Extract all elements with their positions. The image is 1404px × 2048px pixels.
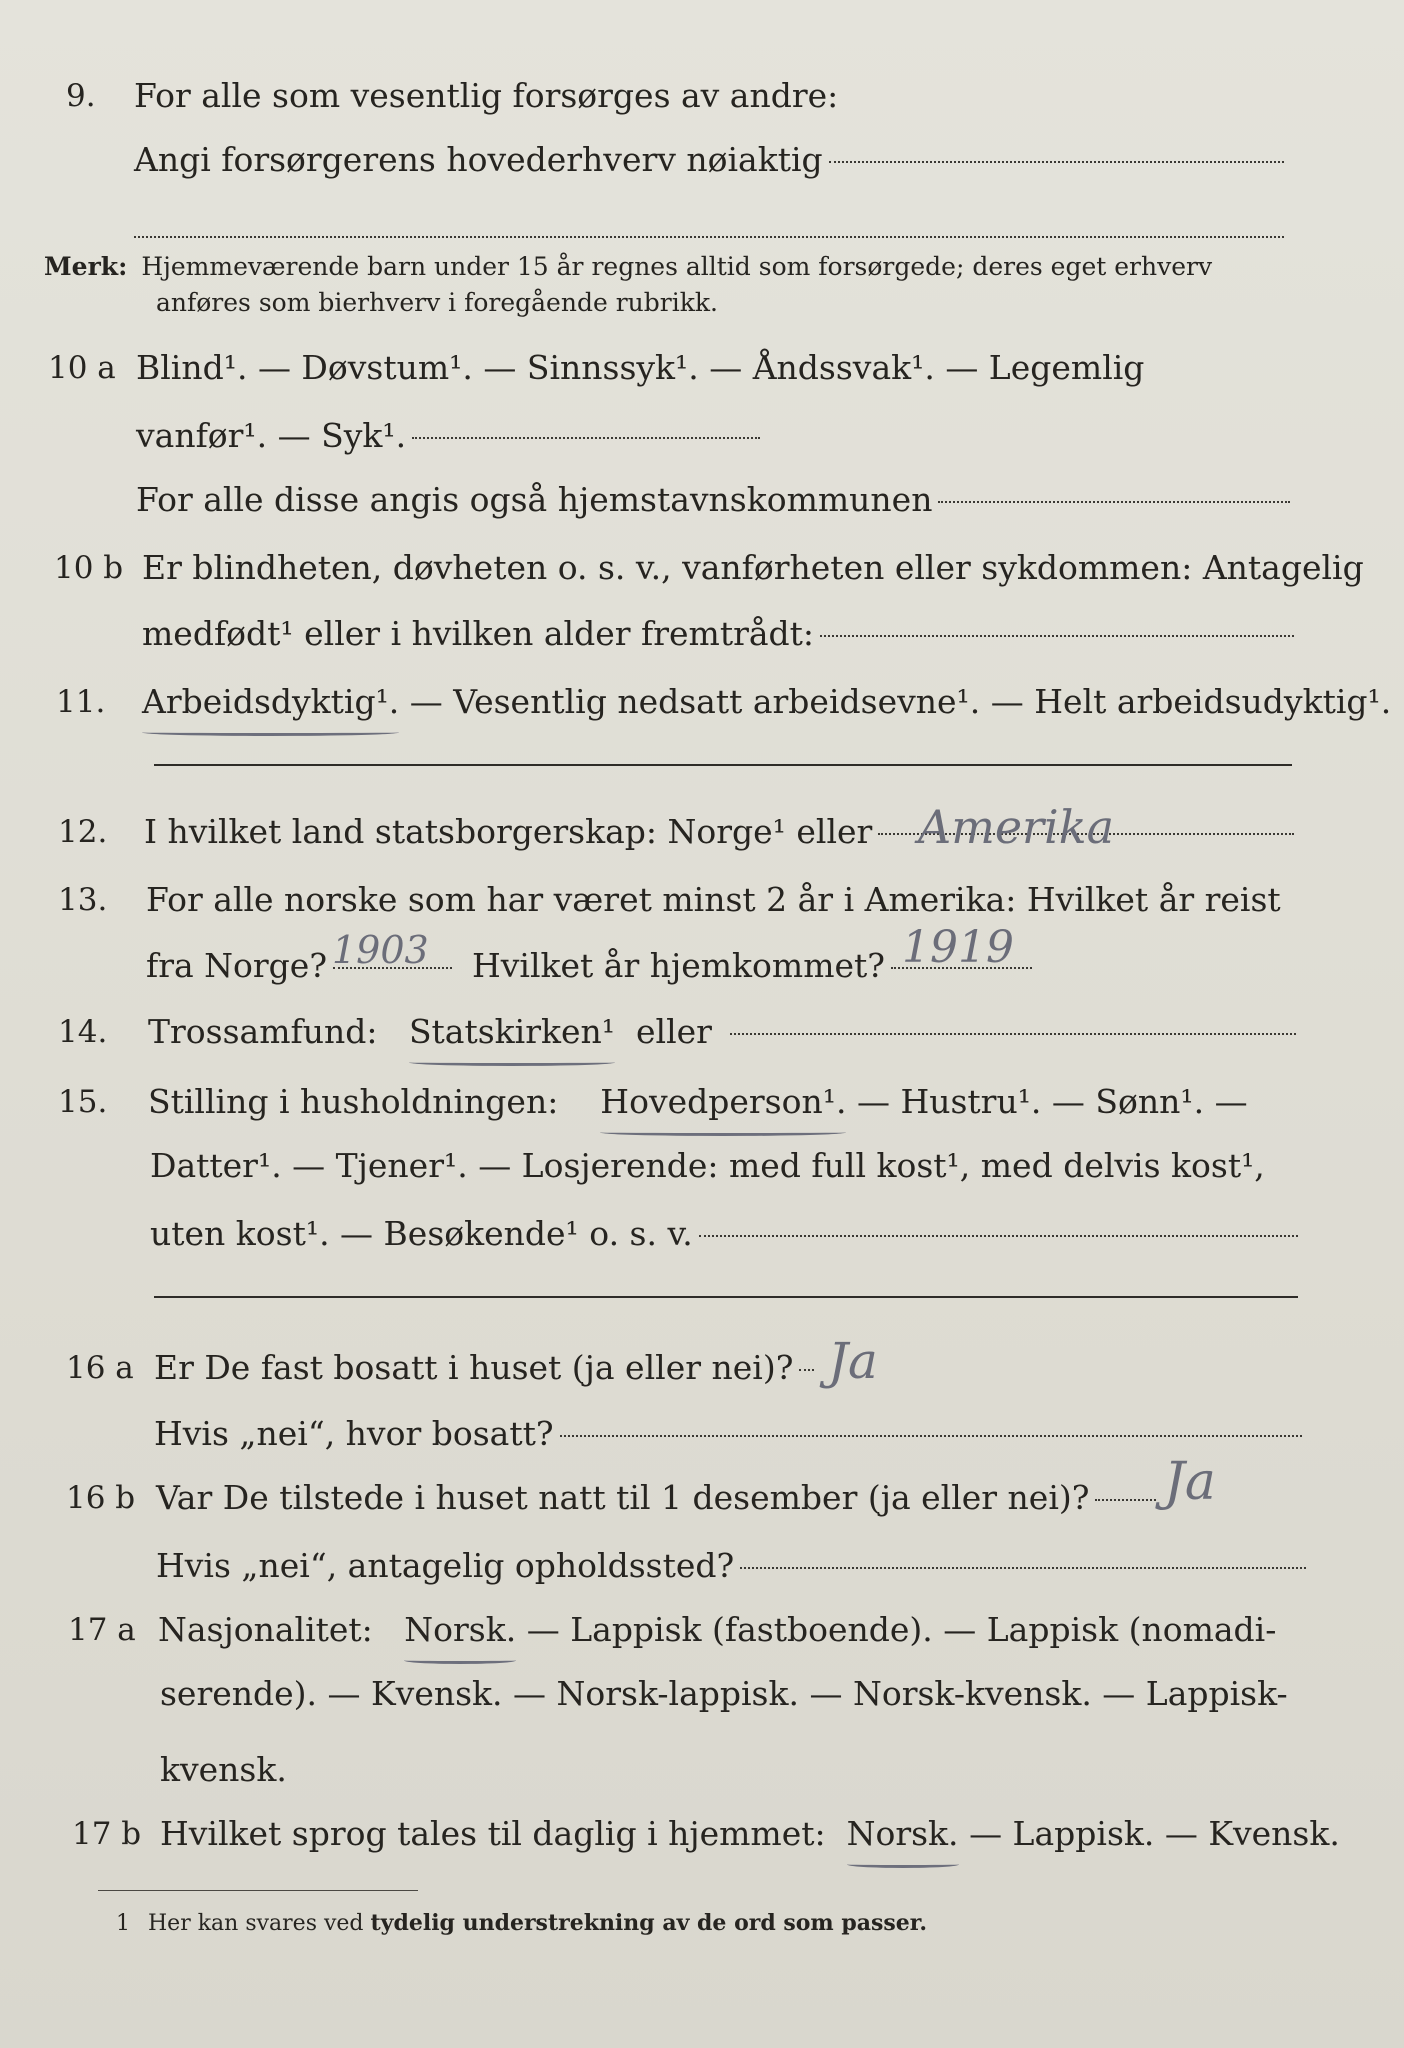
q17b-other-options: — Lappisk. — Kvensk. xyxy=(969,1814,1340,1853)
q15-number: 15. xyxy=(58,1084,108,1120)
q10b-row-2 xyxy=(0,606,1404,662)
q14-row xyxy=(0,1004,1404,1060)
q16a-residence-field[interactable] xyxy=(560,1435,1302,1437)
q13-handwritten-year-left: 1903 xyxy=(332,928,429,972)
q15-options-3: uten kost¹. — Besøkende¹ o. s. v. xyxy=(150,1214,693,1253)
q15-answer-field[interactable] xyxy=(699,1235,1298,1237)
q13-label-returned: Hvilket år hjemkommet? xyxy=(472,946,885,985)
q15-row-2 xyxy=(0,1138,1404,1194)
q16a-answer-field[interactable] xyxy=(799,1369,814,1371)
q10b-number: 10 b xyxy=(54,550,124,586)
footnote-marker: 1 xyxy=(116,1911,130,1936)
q16a-row xyxy=(0,1332,1404,1396)
q12-handwritten-answer: Amerika xyxy=(918,800,1115,854)
q17b-label: Hvilket sprog tales til daglig i hjemmet: xyxy=(160,1814,826,1853)
q12-question: I hvilket land statsborgerskap: Norge¹ eller xyxy=(144,812,873,851)
q14-or: eller xyxy=(636,1012,712,1051)
q17a-label: Nasjonalitet: xyxy=(158,1610,373,1649)
q16a-followup: Hvis „nei“, hvor bosatt? xyxy=(154,1414,554,1453)
q17a-options-2: serende). — Kvensk. — Norsk-lappisk. — Norsk-kvensk. — Lappisk- xyxy=(160,1674,1288,1713)
q17a-row xyxy=(0,1602,1404,1658)
footnote xyxy=(116,1910,927,1936)
footnote-divider xyxy=(98,1890,418,1891)
q10a-row-2 xyxy=(0,408,1404,464)
q17b-number: 17 b xyxy=(72,1816,142,1852)
q9-row xyxy=(0,68,1404,124)
q14-label: Trossamfund: xyxy=(148,1012,378,1051)
q16a-handwritten-answer: Ja xyxy=(828,1332,878,1390)
q12-row xyxy=(0,800,1404,860)
q13-line-1: For alle norske som har været minst 2 år i Amerika: Hvilket år reist xyxy=(146,880,1281,919)
q16b-location-field[interactable] xyxy=(740,1567,1306,1569)
q14-number: 14. xyxy=(58,1014,108,1050)
q11-other-options: — Vesentlig nedsatt arbeidsevne¹. — Helt arbeidsudyktig¹. xyxy=(409,682,1392,721)
q10a-row xyxy=(0,340,1404,396)
q17a-options-3: kvensk. xyxy=(160,1750,287,1789)
q14-option-statskirken[interactable]: Statskirken¹ xyxy=(409,1004,615,1060)
q16b-row xyxy=(0,1452,1404,1526)
q10b-line-1: Er blindheten, døvheten o. s. v., vanførheten eller sykdommen: Antagelig xyxy=(142,548,1364,587)
q16b-followup: Hvis „nei“, antagelig opholdssted? xyxy=(156,1546,735,1585)
merk-line-1: Hjemmeværende barn under 15 år regnes alltid som forsørgede; deres eget erhverv xyxy=(141,252,1213,281)
q17b-option-norsk[interactable]: Norsk. xyxy=(847,1806,959,1862)
q15-options-1: — Hustru¹. — Sønn¹. — xyxy=(856,1082,1248,1121)
q15-label: Stilling i husholdningen: xyxy=(148,1082,559,1121)
merk-line-2: anføres som bierhverv i foregående rubrikk. xyxy=(156,288,718,317)
q9-question: For alle som vesentlig forsørges av andre: xyxy=(134,76,839,115)
q17a-options-1: — Lappisk (fastboende). — Lappisk (nomadi- xyxy=(526,1610,1277,1649)
q9-answer-field[interactable] xyxy=(829,161,1284,163)
q9-answer-continuation[interactable] xyxy=(134,236,1284,238)
q9-field-row xyxy=(0,132,1404,188)
q13-label-left-norway: fra Norge? xyxy=(146,946,328,985)
footnote-bold-text: tydelig understrekning av de ord som passer. xyxy=(370,1910,928,1936)
q17b-row xyxy=(0,1806,1404,1862)
q10b-row xyxy=(0,540,1404,596)
q9-field-label: Angi forsørgerens hovederhverv nøiaktig xyxy=(134,140,823,179)
q11-number: 11. xyxy=(56,684,106,720)
q16a-question: Er De fast bosatt i huset (ja eller nei)? xyxy=(154,1348,794,1387)
q13-handwritten-year-returned: 1919 xyxy=(902,922,1014,973)
q15-options-2: Datter¹. — Tjener¹. — Losjerende: med full kost¹, med delvis kost¹, xyxy=(150,1146,1265,1185)
q15-row xyxy=(0,1074,1404,1130)
q17a-row-3 xyxy=(0,1742,1404,1798)
q10a-line-1: Blind¹. — Døvstum¹. — Sinnssyk¹. — Åndssvak¹. — Legemlig xyxy=(136,348,1145,387)
q16a-number: 16 a xyxy=(66,1350,134,1386)
q15-row-3 xyxy=(0,1206,1404,1262)
q13-number: 13. xyxy=(58,882,108,918)
q10a-municipality-field[interactable] xyxy=(938,501,1290,503)
q17a-row-2 xyxy=(0,1666,1404,1722)
q16b-number: 16 b xyxy=(66,1480,136,1516)
q10b-answer-field[interactable] xyxy=(820,635,1294,637)
q10a-line-3: For alle disse angis også hjemstavnskommunen xyxy=(136,480,933,519)
q17a-option-norsk[interactable]: Norsk. xyxy=(404,1602,516,1658)
q13-row-2 xyxy=(0,922,1404,994)
q11-row xyxy=(0,674,1404,730)
q14-answer-field[interactable] xyxy=(730,1033,1296,1035)
footnote-text: Her kan svares ved xyxy=(148,1911,364,1936)
q16b-question: Var De tilstede i huset natt til 1 desember (ja eller nei)? xyxy=(156,1478,1090,1517)
q13-row xyxy=(0,872,1404,928)
merk-note-2 xyxy=(156,284,718,322)
q15-answer-line[interactable] xyxy=(154,1296,1298,1298)
q10a-answer-field[interactable] xyxy=(412,437,760,439)
q16b-answer-field[interactable] xyxy=(1095,1499,1156,1501)
q11-option-arbeidsdyktig[interactable]: Arbeidsdyktig¹. xyxy=(142,674,399,730)
q11-answer-line[interactable] xyxy=(154,764,1292,766)
q15-option-hovedperson[interactable]: Hovedperson¹. xyxy=(600,1074,846,1130)
merk-label: Merk: xyxy=(44,252,128,281)
q10a-line-2: vanfør¹. — Syk¹. xyxy=(136,416,407,455)
q16b-row-2 xyxy=(0,1538,1404,1594)
q17a-number: 17 a xyxy=(68,1612,136,1648)
q16b-handwritten-answer: Ja xyxy=(1164,1452,1216,1512)
q10a-row-3 xyxy=(0,472,1404,528)
q10a-number: 10 a xyxy=(48,350,116,386)
merk-note xyxy=(44,248,1212,286)
q9-number: 9. xyxy=(66,78,96,114)
q12-number: 12. xyxy=(58,814,108,850)
q10b-line-2: medfødt¹ eller i hvilken alder fremtrådt: xyxy=(142,614,815,653)
